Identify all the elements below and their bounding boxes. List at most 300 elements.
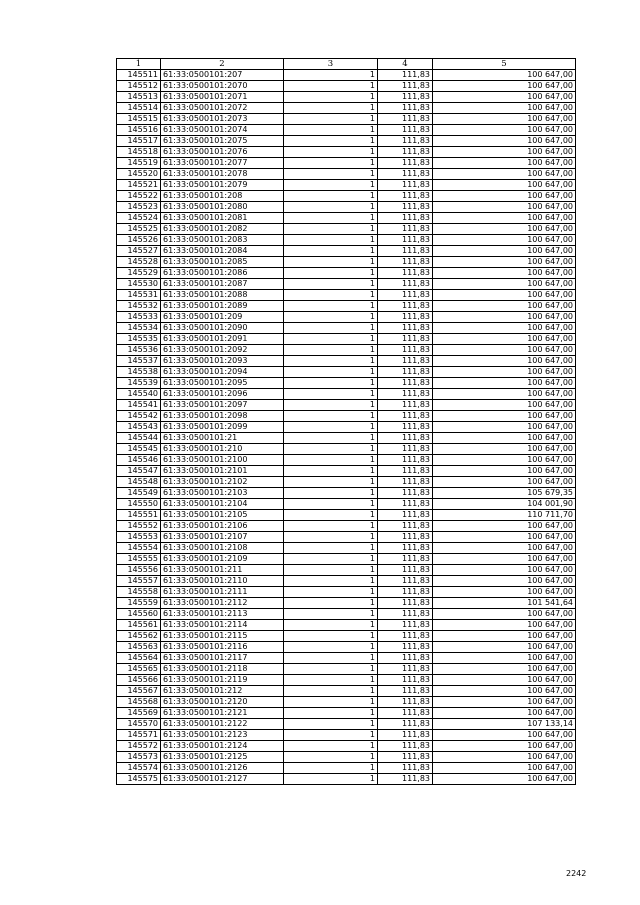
row-number-cell: 145529: [117, 268, 161, 279]
area-cell: 111,83: [378, 114, 433, 125]
area-cell: 111,83: [378, 367, 433, 378]
area-cell: 111,83: [378, 521, 433, 532]
value-cell: 100 647,00: [433, 631, 576, 642]
value-cell: 100 647,00: [433, 235, 576, 246]
count-cell: 1: [284, 400, 378, 411]
value-cell: 100 647,00: [433, 114, 576, 125]
row-number-cell: 145518: [117, 147, 161, 158]
cadastral-number-cell: 61:33:0500101:2107: [161, 532, 284, 543]
cadastral-number-cell: 61:33:0500101:2117: [161, 653, 284, 664]
registry-table: [116, 58, 576, 785]
count-cell: 1: [284, 92, 378, 103]
value-cell: 100 647,00: [433, 147, 576, 158]
row-number-cell: 145521: [117, 180, 161, 191]
row-number-cell: 145536: [117, 345, 161, 356]
table-row: [117, 488, 576, 499]
area-cell: 111,83: [378, 730, 433, 741]
table-row: [117, 741, 576, 752]
row-number-cell: 145569: [117, 708, 161, 719]
cadastral-number-cell: 61:33:0500101:2081: [161, 213, 284, 224]
cadastral-number-cell: 61:33:0500101:2116: [161, 642, 284, 653]
table-row: [117, 246, 576, 257]
count-cell: 1: [284, 455, 378, 466]
row-number-cell: 145557: [117, 576, 161, 587]
row-number-cell: 145520: [117, 169, 161, 180]
table-row: [117, 752, 576, 763]
table-row: [117, 147, 576, 158]
value-cell: 100 647,00: [433, 356, 576, 367]
table-body: [117, 70, 576, 785]
cadastral-number-cell: 61:33:0500101:2126: [161, 763, 284, 774]
table-row: [117, 620, 576, 631]
row-number-cell: 145549: [117, 488, 161, 499]
area-cell: 111,83: [378, 147, 433, 158]
count-cell: 1: [284, 554, 378, 565]
row-number-cell: 145515: [117, 114, 161, 125]
row-number-cell: 145541: [117, 400, 161, 411]
row-number-cell: 145560: [117, 609, 161, 620]
cadastral-number-cell: 61:33:0500101:2089: [161, 301, 284, 312]
value-cell: 100 647,00: [433, 576, 576, 587]
area-cell: 111,83: [378, 719, 433, 730]
count-cell: 1: [284, 235, 378, 246]
value-cell: 100 647,00: [433, 224, 576, 235]
area-cell: 111,83: [378, 642, 433, 653]
area-cell: 111,83: [378, 224, 433, 235]
value-cell: 100 647,00: [433, 81, 576, 92]
count-cell: 1: [284, 576, 378, 587]
cadastral-number-cell: 61:33:0500101:2118: [161, 664, 284, 675]
cadastral-number-cell: 61:33:0500101:2077: [161, 158, 284, 169]
area-cell: 111,83: [378, 389, 433, 400]
value-cell: 100 647,00: [433, 367, 576, 378]
table-row: [117, 224, 576, 235]
cadastral-number-cell: 61:33:0500101:2073: [161, 114, 284, 125]
cadastral-number-cell: 61:33:0500101:2097: [161, 400, 284, 411]
table-row: [117, 730, 576, 741]
count-cell: 1: [284, 257, 378, 268]
table-row: [117, 532, 576, 543]
table-row: [117, 719, 576, 730]
cadastral-number-cell: 61:33:0500101:2100: [161, 455, 284, 466]
count-cell: 1: [284, 466, 378, 477]
count-cell: 1: [284, 697, 378, 708]
count-cell: 1: [284, 521, 378, 532]
value-cell: 100 647,00: [433, 444, 576, 455]
area-cell: 111,83: [378, 70, 433, 81]
count-cell: 1: [284, 565, 378, 576]
count-cell: 1: [284, 752, 378, 763]
table-row: [117, 675, 576, 686]
count-cell: 1: [284, 169, 378, 180]
column-header-5: 5: [433, 59, 576, 70]
table-row: [117, 554, 576, 565]
cadastral-number-cell: 61:33:0500101:2108: [161, 543, 284, 554]
table-row: [117, 609, 576, 620]
table-row: [117, 367, 576, 378]
value-cell: 100 647,00: [433, 158, 576, 169]
value-cell: 100 647,00: [433, 202, 576, 213]
column-header-2: 2: [161, 59, 284, 70]
area-cell: 111,83: [378, 246, 433, 257]
cadastral-number-cell: 61:33:0500101:2099: [161, 422, 284, 433]
cadastral-number-cell: 61:33:0500101:2071: [161, 92, 284, 103]
area-cell: 111,83: [378, 554, 433, 565]
row-number-cell: 145538: [117, 367, 161, 378]
count-cell: 1: [284, 444, 378, 455]
cadastral-number-cell: 61:33:0500101:2072: [161, 103, 284, 114]
cadastral-number-cell: 61:33:0500101:2105: [161, 510, 284, 521]
area-cell: 111,83: [378, 697, 433, 708]
count-cell: 1: [284, 103, 378, 114]
area-cell: 111,83: [378, 213, 433, 224]
row-number-cell: 145522: [117, 191, 161, 202]
area-cell: 111,83: [378, 323, 433, 334]
table-row: [117, 774, 576, 785]
row-number-cell: 145528: [117, 257, 161, 268]
value-cell: 100 647,00: [433, 334, 576, 345]
count-cell: 1: [284, 191, 378, 202]
value-cell: 100 647,00: [433, 664, 576, 675]
table-row: [117, 521, 576, 532]
table-row: [117, 466, 576, 477]
area-cell: 111,83: [378, 499, 433, 510]
table-row: [117, 664, 576, 675]
area-cell: 111,83: [378, 664, 433, 675]
row-number-cell: 145511: [117, 70, 161, 81]
area-cell: 111,83: [378, 576, 433, 587]
table-row: [117, 444, 576, 455]
area-cell: 111,83: [378, 466, 433, 477]
area-cell: 111,83: [378, 257, 433, 268]
table-row: [117, 180, 576, 191]
area-cell: 111,83: [378, 477, 433, 488]
cadastral-number-cell: 61:33:0500101:2082: [161, 224, 284, 235]
table-row: [117, 631, 576, 642]
area-cell: 111,83: [378, 411, 433, 422]
count-cell: 1: [284, 532, 378, 543]
table-row: [117, 103, 576, 114]
area-cell: 111,83: [378, 598, 433, 609]
area-cell: 111,83: [378, 136, 433, 147]
table-row: [117, 323, 576, 334]
value-cell: 100 647,00: [433, 103, 576, 114]
row-number-cell: 145539: [117, 378, 161, 389]
area-cell: 111,83: [378, 125, 433, 136]
table-row: [117, 510, 576, 521]
row-number-cell: 145573: [117, 752, 161, 763]
value-cell: 100 647,00: [433, 730, 576, 741]
table-row: [117, 169, 576, 180]
cadastral-number-cell: 61:33:0500101:2115: [161, 631, 284, 642]
row-number-cell: 145517: [117, 136, 161, 147]
cadastral-number-cell: 61:33:0500101:2076: [161, 147, 284, 158]
row-number-cell: 145526: [117, 235, 161, 246]
cadastral-number-cell: 61:33:0500101:2095: [161, 378, 284, 389]
cadastral-number-cell: 61:33:0500101:2112: [161, 598, 284, 609]
value-cell: 100 647,00: [433, 323, 576, 334]
table-row: [117, 576, 576, 587]
count-cell: 1: [284, 345, 378, 356]
count-cell: 1: [284, 730, 378, 741]
row-number-cell: 145530: [117, 279, 161, 290]
area-cell: 111,83: [378, 235, 433, 246]
cadastral-number-cell: 61:33:0500101:2120: [161, 697, 284, 708]
area-cell: 111,83: [378, 675, 433, 686]
area-cell: 111,83: [378, 268, 433, 279]
row-number-cell: 145545: [117, 444, 161, 455]
area-cell: 111,83: [378, 169, 433, 180]
table-row: [117, 686, 576, 697]
value-cell: 104 001,90: [433, 499, 576, 510]
cadastral-number-cell: 61:33:0500101:2124: [161, 741, 284, 752]
row-number-cell: 145535: [117, 334, 161, 345]
count-cell: 1: [284, 301, 378, 312]
count-cell: 1: [284, 499, 378, 510]
row-number-cell: 145527: [117, 246, 161, 257]
area-cell: 111,83: [378, 620, 433, 631]
cadastral-number-cell: 61:33:0500101:2087: [161, 279, 284, 290]
count-cell: 1: [284, 631, 378, 642]
table-row: [117, 213, 576, 224]
row-number-cell: 145533: [117, 312, 161, 323]
table-row: [117, 543, 576, 554]
cadastral-number-cell: 61:33:0500101:2094: [161, 367, 284, 378]
row-number-cell: 145512: [117, 81, 161, 92]
row-number-cell: 145575: [117, 774, 161, 785]
area-cell: 111,83: [378, 81, 433, 92]
count-cell: 1: [284, 598, 378, 609]
table-row: [117, 70, 576, 81]
table-row: [117, 81, 576, 92]
area-cell: 111,83: [378, 279, 433, 290]
cadastral-number-cell: 61:33:0500101:2104: [161, 499, 284, 510]
row-number-cell: 145514: [117, 103, 161, 114]
cadastral-number-cell: 61:33:0500101:2103: [161, 488, 284, 499]
row-number-cell: 145525: [117, 224, 161, 235]
table-row: [117, 455, 576, 466]
table-row: [117, 389, 576, 400]
value-cell: 100 647,00: [433, 257, 576, 268]
count-cell: 1: [284, 763, 378, 774]
cadastral-number-cell: 61:33:0500101:2122: [161, 719, 284, 730]
count-cell: 1: [284, 136, 378, 147]
value-cell: 100 647,00: [433, 543, 576, 554]
count-cell: 1: [284, 114, 378, 125]
row-number-cell: 145563: [117, 642, 161, 653]
value-cell: 100 647,00: [433, 477, 576, 488]
value-cell: 100 647,00: [433, 675, 576, 686]
count-cell: 1: [284, 81, 378, 92]
row-number-cell: 145516: [117, 125, 161, 136]
count-cell: 1: [284, 378, 378, 389]
cadastral-number-cell: 61:33:0500101:2084: [161, 246, 284, 257]
value-cell: 100 647,00: [433, 125, 576, 136]
count-cell: 1: [284, 224, 378, 235]
count-cell: 1: [284, 642, 378, 653]
cadastral-number-cell: 61:33:0500101:2093: [161, 356, 284, 367]
value-cell: 100 647,00: [433, 433, 576, 444]
count-cell: 1: [284, 741, 378, 752]
table-row: [117, 708, 576, 719]
cadastral-number-cell: 61:33:0500101:208: [161, 191, 284, 202]
value-cell: 100 647,00: [433, 653, 576, 664]
area-cell: 111,83: [378, 158, 433, 169]
cadastral-number-cell: 61:33:0500101:2109: [161, 554, 284, 565]
count-cell: 1: [284, 587, 378, 598]
row-number-cell: 145572: [117, 741, 161, 752]
row-number-cell: 145546: [117, 455, 161, 466]
cadastral-number-cell: 61:33:0500101:2070: [161, 81, 284, 92]
row-number-cell: 145564: [117, 653, 161, 664]
table-row: [117, 290, 576, 301]
cadastral-number-cell: 61:33:0500101:2079: [161, 180, 284, 191]
column-header-4: 4: [378, 59, 433, 70]
row-number-cell: 145555: [117, 554, 161, 565]
value-cell: 100 647,00: [433, 752, 576, 763]
area-cell: 111,83: [378, 191, 433, 202]
row-number-cell: 145556: [117, 565, 161, 576]
row-number-cell: 145542: [117, 411, 161, 422]
row-number-cell: 145523: [117, 202, 161, 213]
cadastral-number-cell: 61:33:0500101:2086: [161, 268, 284, 279]
value-cell: 100 647,00: [433, 389, 576, 400]
table-row: [117, 158, 576, 169]
row-number-cell: 145565: [117, 664, 161, 675]
row-number-cell: 145574: [117, 763, 161, 774]
area-cell: 111,83: [378, 433, 433, 444]
value-cell: 100 647,00: [433, 708, 576, 719]
area-cell: 111,83: [378, 631, 433, 642]
count-cell: 1: [284, 686, 378, 697]
row-number-cell: 145531: [117, 290, 161, 301]
cadastral-number-cell: 61:33:0500101:2110: [161, 576, 284, 587]
value-cell: 105 679,35: [433, 488, 576, 499]
column-header-1: 1: [117, 59, 161, 70]
cadastral-number-cell: 61:33:0500101:2106: [161, 521, 284, 532]
count-cell: 1: [284, 708, 378, 719]
value-cell: 100 647,00: [433, 741, 576, 752]
table-row: [117, 400, 576, 411]
row-number-cell: 145552: [117, 521, 161, 532]
value-cell: 100 647,00: [433, 455, 576, 466]
cadastral-number-cell: 61:33:0500101:2125: [161, 752, 284, 763]
value-cell: 107 133,14: [433, 719, 576, 730]
count-cell: 1: [284, 433, 378, 444]
area-cell: 111,83: [378, 301, 433, 312]
row-number-cell: 145554: [117, 543, 161, 554]
count-cell: 1: [284, 675, 378, 686]
value-cell: 100 647,00: [433, 763, 576, 774]
value-cell: 100 647,00: [433, 180, 576, 191]
table-row: [117, 642, 576, 653]
cadastral-number-cell: 61:33:0500101:21: [161, 433, 284, 444]
value-cell: 100 647,00: [433, 686, 576, 697]
area-cell: 111,83: [378, 565, 433, 576]
area-cell: 111,83: [378, 312, 433, 323]
value-cell: 100 647,00: [433, 312, 576, 323]
value-cell: 100 647,00: [433, 290, 576, 301]
value-cell: 100 647,00: [433, 642, 576, 653]
value-cell: 100 647,00: [433, 620, 576, 631]
count-cell: 1: [284, 180, 378, 191]
table-row: [117, 301, 576, 312]
cadastral-number-cell: 61:33:0500101:2113: [161, 609, 284, 620]
table-row: [117, 697, 576, 708]
row-number-cell: 145559: [117, 598, 161, 609]
cadastral-number-cell: 61:33:0500101:2123: [161, 730, 284, 741]
row-number-cell: 145570: [117, 719, 161, 730]
table-row: [117, 763, 576, 774]
cadastral-number-cell: 61:33:0500101:2111: [161, 587, 284, 598]
row-number-cell: 145537: [117, 356, 161, 367]
count-cell: 1: [284, 125, 378, 136]
table-row: [117, 92, 576, 103]
row-number-cell: 145568: [117, 697, 161, 708]
row-number-cell: 145562: [117, 631, 161, 642]
count-cell: 1: [284, 543, 378, 554]
value-cell: 100 647,00: [433, 587, 576, 598]
area-cell: 111,83: [378, 532, 433, 543]
cadastral-number-cell: 61:33:0500101:2075: [161, 136, 284, 147]
table-row: [117, 477, 576, 488]
row-number-cell: 145532: [117, 301, 161, 312]
table-row: [117, 356, 576, 367]
value-cell: 100 647,00: [433, 279, 576, 290]
area-cell: 111,83: [378, 444, 433, 455]
table-row: [117, 257, 576, 268]
table-row: [117, 235, 576, 246]
cadastral-number-cell: 61:33:0500101:2083: [161, 235, 284, 246]
count-cell: 1: [284, 389, 378, 400]
cadastral-number-cell: 61:33:0500101:2085: [161, 257, 284, 268]
cadastral-number-cell: 61:33:0500101:209: [161, 312, 284, 323]
table-row: [117, 334, 576, 345]
table-row: [117, 598, 576, 609]
cadastral-number-cell: 61:33:0500101:2119: [161, 675, 284, 686]
table-row: [117, 279, 576, 290]
count-cell: 1: [284, 70, 378, 81]
table-row: [117, 378, 576, 389]
cadastral-number-cell: 61:33:0500101:2080: [161, 202, 284, 213]
count-cell: 1: [284, 202, 378, 213]
count-cell: 1: [284, 312, 378, 323]
table-row: [117, 653, 576, 664]
cadastral-number-cell: 61:33:0500101:2101: [161, 466, 284, 477]
cadastral-number-cell: 61:33:0500101:212: [161, 686, 284, 697]
row-number-cell: 145534: [117, 323, 161, 334]
row-number-cell: 145513: [117, 92, 161, 103]
column-header-3: 3: [284, 59, 378, 70]
value-cell: 100 647,00: [433, 191, 576, 202]
area-cell: 111,83: [378, 400, 433, 411]
row-number-cell: 145543: [117, 422, 161, 433]
count-cell: 1: [284, 477, 378, 488]
count-cell: 1: [284, 158, 378, 169]
area-cell: 111,83: [378, 587, 433, 598]
area-cell: 111,83: [378, 543, 433, 554]
count-cell: 1: [284, 411, 378, 422]
row-number-cell: 145551: [117, 510, 161, 521]
count-cell: 1: [284, 774, 378, 785]
area-cell: 111,83: [378, 103, 433, 114]
value-cell: 100 647,00: [433, 532, 576, 543]
area-cell: 111,83: [378, 202, 433, 213]
cadastral-number-cell: 61:33:0500101:2091: [161, 334, 284, 345]
count-cell: 1: [284, 609, 378, 620]
table-row: [117, 411, 576, 422]
cadastral-number-cell: 61:33:0500101:2127: [161, 774, 284, 785]
